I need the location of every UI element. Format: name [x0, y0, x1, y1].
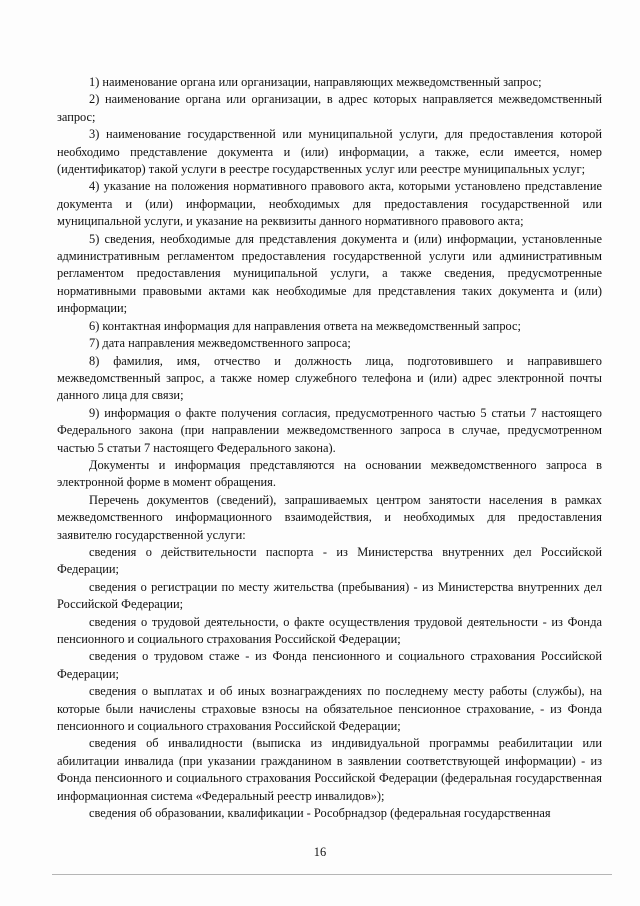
paragraph: сведения о трудовой деятельности, о факте осуществления трудовой деятельности - из Фонда пенсионного и социального страхования Российской Федерации; [57, 614, 602, 646]
paragraph: 9) информация о факте получения согласия, предусмотренного частью 5 статьи 7 настоящего Федерального закона (при направлении межведомственного запроса в случае, предусмотренном частью 5 статьи 7 настоящего Федерального закона). [57, 405, 602, 455]
paragraph: 8) фамилия, имя, отчество и должность лица, подготовившего и направившего межведомственный запрос, а также номер служебного телефона и (или) адрес электронной почты данного лица для связи; [57, 353, 602, 403]
paragraph: 2) наименование органа или организации, в адрес которых направляется межведомственный запрос; [57, 92, 602, 124]
paragraph: Документы и информация представляются на основании межведомственного запроса в электронной форме в момент обращения. [57, 457, 602, 490]
paragraph: 1) наименование органа или организации, направляющих межведомственный запрос; [89, 75, 542, 89]
paragraph: сведения о регистрации по месту жительства (пребывания) - из Министерства внутренних дел Российской Федерации; [57, 579, 602, 612]
paragraph: 3) наименование государственной или муниципальной услуги, для предоставления которой необходимо представление документа и (или) информации, а также, если имеется, номер (идентификатор) такой услуги в реестре государственных услуг или реестре муниципальных услуг; [57, 127, 602, 177]
document-body [57, 74, 602, 822]
paragraph: сведения об инвалидности (выписка из индивидуальной программы реабилитации или абилитации инвалида (при указании гражданином в заявлении соответствующей информации) - из Фонда пенсионного и социального страхования Российской Федерации (федеральная государственная информационная система «Федеральный реестр инвалидов»); [57, 736, 602, 803]
paragraph: сведения о действительности паспорта - из Министерства внутренних дел Российской Федерации; [57, 544, 602, 577]
scan-edge-line [52, 874, 612, 875]
paragraph: 7) дата направления межведомственного запроса; [89, 336, 351, 351]
paragraph: сведения о выплатах и об иных вознаграждениях по последнему месту работы (службы), на которые были начислены страховые взносы на обязательное пенсионное страхование, - из Фонда пенсионного и социального страхования Российской Федерации; [57, 684, 602, 734]
paragraph: 6) контактная информация для направления ответа на межведомственный запрос; [89, 318, 521, 333]
paragraph: сведения о трудовом стаже - из Фонда пенсионного и социального страхования Российской Федерации; [57, 649, 602, 681]
paragraph: сведения об образовании, квалификации - Рособрнадзор (федеральная государственная [89, 806, 551, 821]
page-number: 16 [313, 845, 327, 859]
paragraph: Перечень документов (сведений), запрашиваемых центром занятости населения в рамках межведомственного информационного взаимодействия, и необходимых для предоставления заявителю государственной услуги: [57, 492, 602, 542]
paragraph: 5) сведения, необходимые для представления документа и (или) информации, установленные административным регламентом предоставления государственной услуги или административным регламентом предоставления муниципальной услуги, а также сведения, предусмотренные нормативными правовыми актами как необходимые для представления таких документа и (или) информации; [57, 231, 602, 316]
paragraph: 4) указание на положения нормативного правового акта, которыми установлено представление документа и (или) информации, необходимых для предоставления государственной или муниципальной услуги, и указание на реквизиты данного нормативного правового акта; [57, 179, 602, 229]
